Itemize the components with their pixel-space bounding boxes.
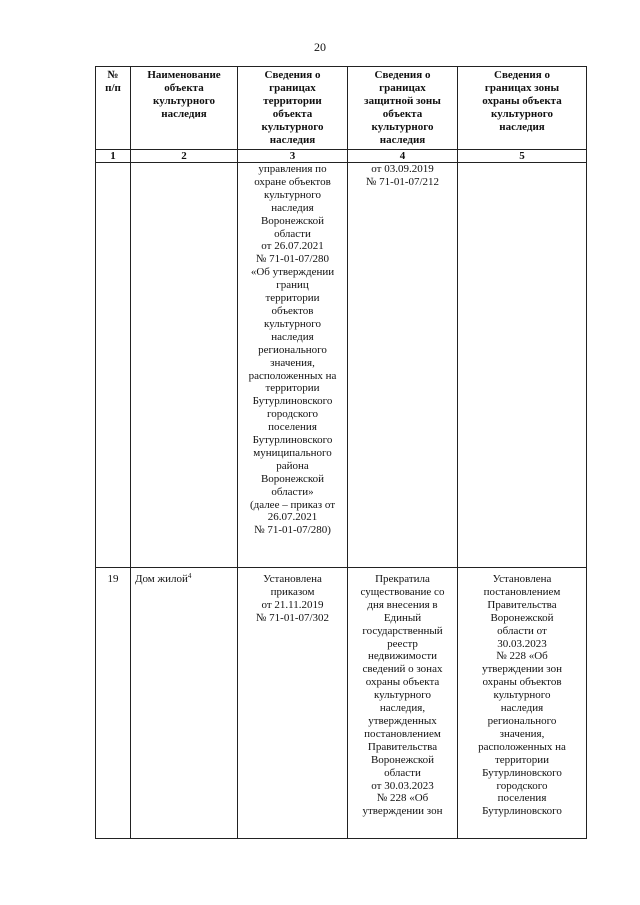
territory-bounds-cell: Установлена приказом от 21.11.2019 № 71-01-07/302 (238, 568, 348, 839)
header-protective-zone: Сведения о границах защитной зоны объекта культурного наследия (348, 67, 458, 150)
column-number: 3 (238, 150, 348, 163)
row-number-cell: 19 (96, 568, 131, 839)
column-number: 4 (348, 150, 458, 163)
protective-zone-cell: от 03.09.2019 № 71-01-07/212 (348, 163, 458, 568)
table-row (96, 568, 587, 839)
territory-bounds-cell: управления по охране объектов культурного наследия Воронежской области от 26.07.2021 № 71-01-07/280 «Об утверждении границ территории объектов культурного наследия регионального значения, расположенных на территории Бутурлиновского городского поселения Бутурлиновского муниципального района Воронежской области» (далее – приказ от 26.07.2021 № 71-01-07/280) (238, 163, 348, 568)
protection-zone-cell (458, 163, 587, 568)
table-row (96, 163, 587, 568)
header-number: № п/п (96, 67, 131, 150)
object-name-text: Дом жилой (135, 573, 188, 585)
object-name-cell (131, 163, 238, 568)
footnote-marker: 4 (187, 572, 192, 580)
header-protection-zone: Сведения о границах зоны охраны объекта культурного наследия (458, 67, 587, 150)
page-number: 20 (314, 40, 326, 54)
heritage-objects-table (95, 66, 587, 839)
column-number: 5 (458, 150, 587, 163)
column-number-row (96, 150, 587, 163)
column-number: 1 (96, 150, 131, 163)
header-object-name: Наименование объекта культурного наследия (131, 67, 238, 150)
table-header-row (96, 67, 587, 150)
column-number: 2 (131, 150, 238, 163)
header-territory-bounds: Сведения о границах территории объекта культурного наследия (238, 67, 348, 150)
protection-zone-cell: Установлена постановлением Правительства Воронежской области от 30.03.2023 № 228 «Об утверждении зон охраны объектов культурного наследия регионального значения, расположенных на территории Бутурлиновского городского поселения Бутурлиновского (458, 568, 587, 839)
object-name-cell (131, 568, 238, 839)
row-number-cell (96, 163, 131, 568)
protective-zone-cell: Прекратила существование со дня внесения в Единый государственный реестр недвижимости сведений о зонах охраны объекта культурного наследия, утвержденных постановлением Правительства Воронежской области от 30.03.2023 № 228 «Об утверждении зон (348, 568, 458, 839)
